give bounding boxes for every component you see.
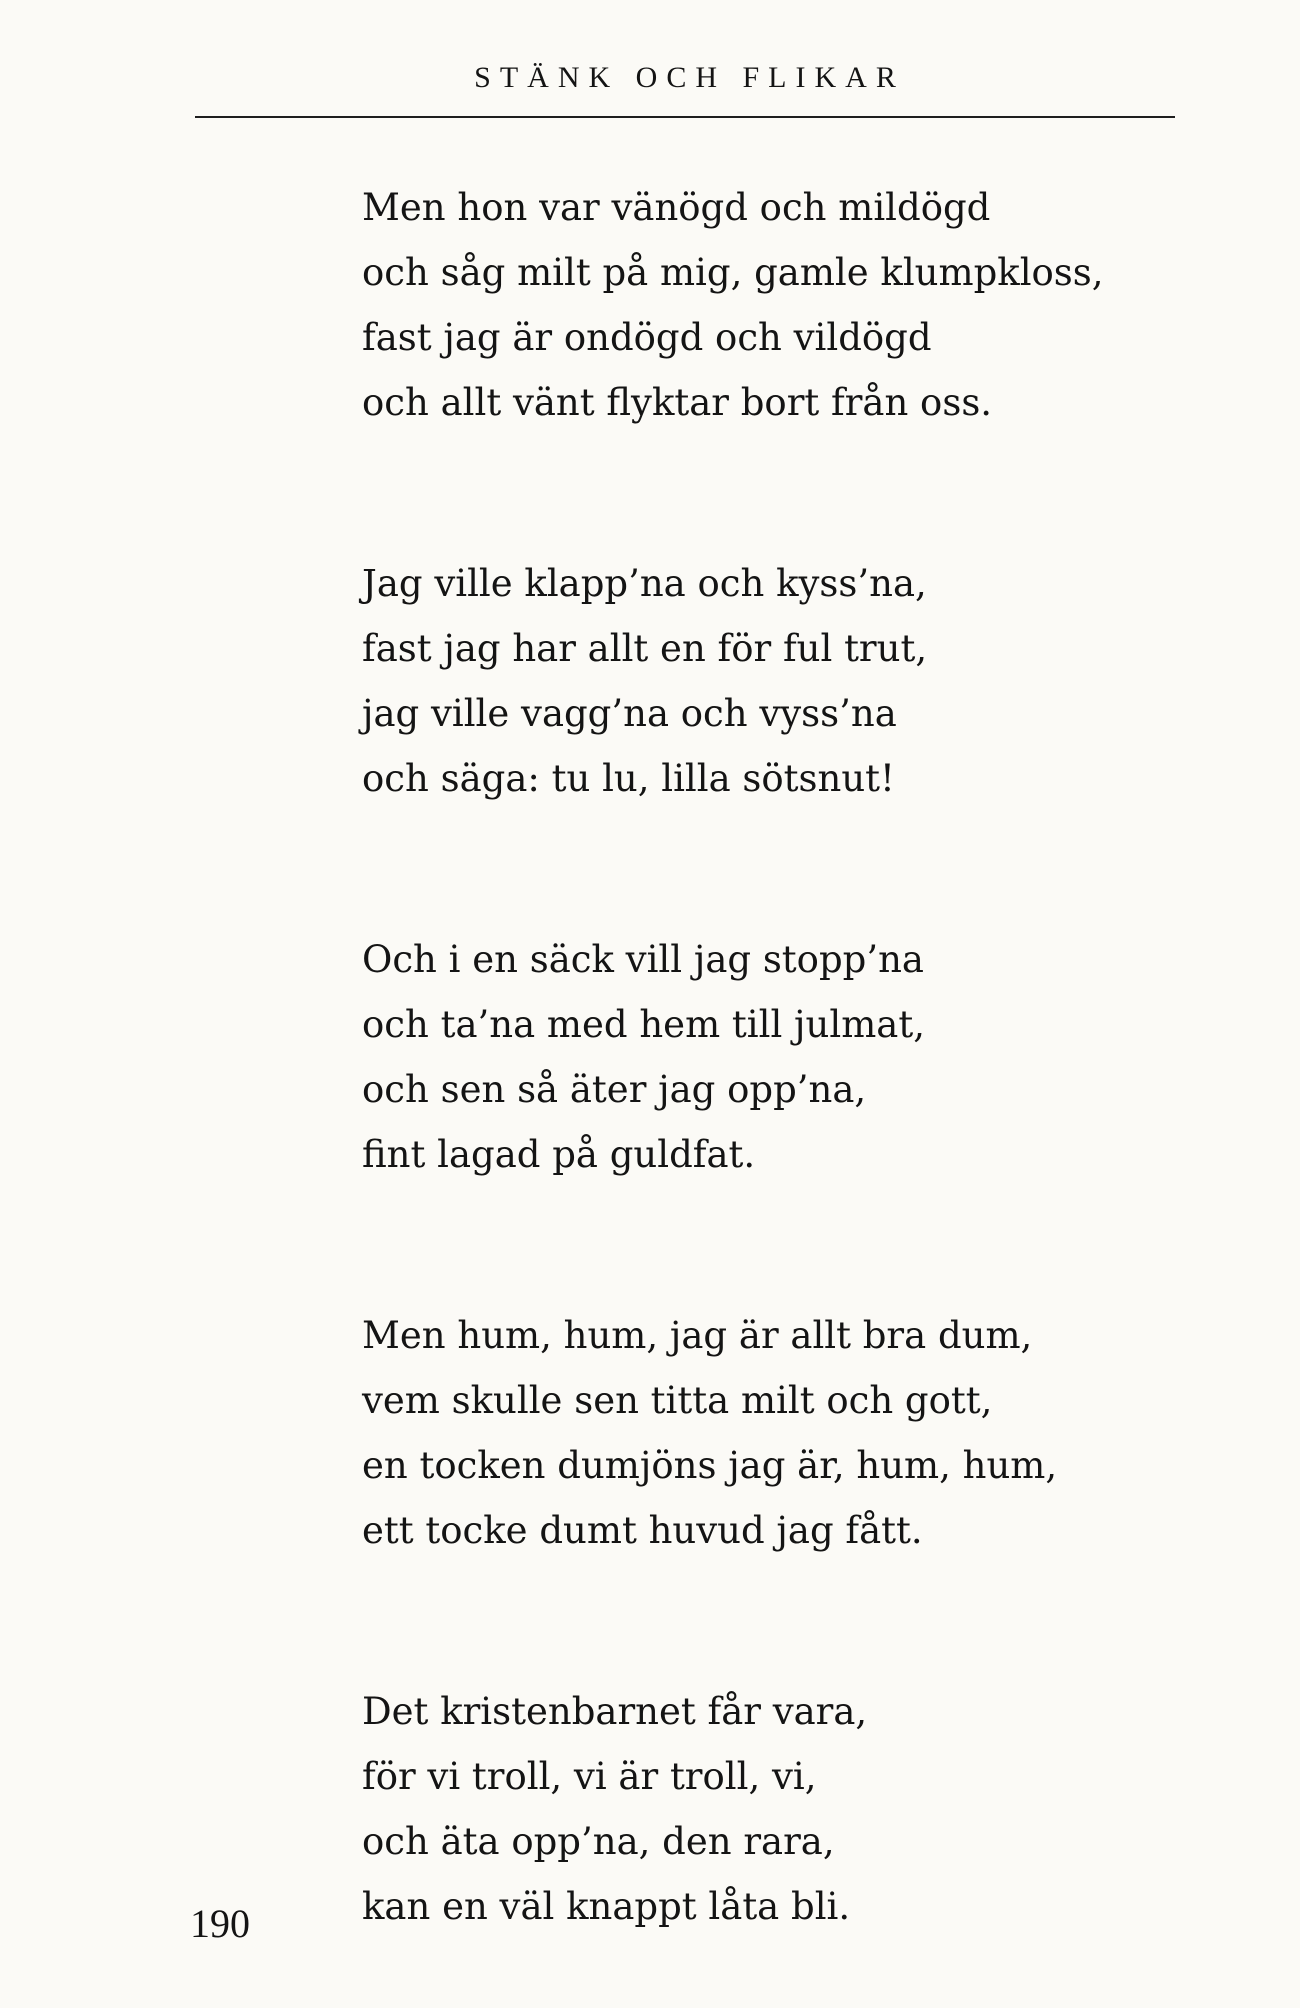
poem-body — [362, 175, 1162, 1939]
poem-line: jag ville vagg’na och vyss’na — [362, 692, 897, 735]
poem-line: för vi troll, vi är troll, vi, — [362, 1755, 817, 1798]
poem-line: och sen så äter jag opp’na, — [362, 1068, 867, 1111]
poem-line: vem skulle sen titta milt och gott, — [362, 1379, 993, 1422]
poem-line: Det kristenbarnet får vara, — [362, 1690, 868, 1733]
poem-line: och ta’na med hem till julmat, — [362, 1003, 925, 1046]
poem-line: Men hum, hum, jag är allt bra dum, — [362, 1314, 1033, 1357]
stanza-5 — [362, 1679, 1162, 1939]
header-rule — [195, 116, 1175, 118]
stanza-3 — [362, 927, 1162, 1187]
poem-line: fast jag är ondögd och vildögd — [362, 316, 932, 359]
poem-line: och allt vänt flyktar bort från oss. — [362, 381, 993, 424]
stanza-4 — [362, 1303, 1162, 1563]
poem-line: Och i en säck vill jag stopp’na — [362, 938, 924, 981]
stanza-2 — [362, 551, 1162, 811]
poem-line: Jag ville klapp’na och kyss’na, — [362, 562, 927, 605]
poem-line: fast jag har allt en för ful trut, — [362, 627, 928, 670]
running-title: STÄNK OCH FLIKAR — [474, 61, 905, 94]
poem-line: ett tocke dumt huvud jag fått. — [362, 1509, 923, 1552]
poem-line: och säga: tu lu, lilla sötsnut! — [362, 757, 895, 800]
poem-line: fint lagad på guldfat. — [362, 1133, 756, 1176]
poem-line: en tocken dumjöns jag är, hum, hum, — [362, 1444, 1058, 1487]
page-number: 190 — [190, 1901, 250, 1946]
poem-line: kan en väl knappt låta bli. — [362, 1885, 851, 1928]
poem-line: och äta opp’na, den rara, — [362, 1820, 835, 1863]
poem-line: och såg milt på mig, gamle klumpkloss, — [362, 251, 1104, 294]
stanza-1 — [362, 175, 1162, 435]
poem-line: Men hon var vänögd och mildögd — [362, 186, 991, 229]
